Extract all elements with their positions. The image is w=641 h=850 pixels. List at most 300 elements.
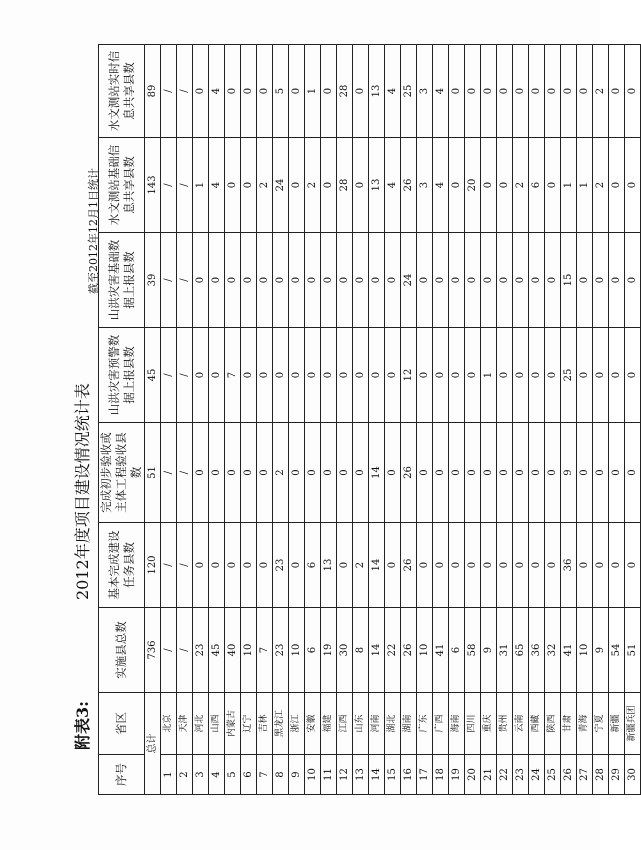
table-header-row: [99, 45, 145, 795]
table-cell: 0: [305, 423, 321, 523]
table-cell: 0: [241, 45, 257, 138]
document-title: 2012年度项目建设情况统计表: [73, 383, 92, 600]
row-number: 23: [513, 755, 529, 795]
table-cell: 0: [273, 233, 289, 328]
table-cell: 0: [529, 233, 545, 328]
province-name: 重庆: [481, 693, 497, 755]
row-number: 25: [545, 755, 561, 795]
table-row: [289, 45, 305, 795]
row-number: 16: [401, 755, 417, 795]
table-cell: 0: [225, 138, 241, 233]
table-cell: /: [177, 523, 193, 608]
province-name: 陕西: [545, 693, 561, 755]
row-number: 1: [161, 755, 177, 795]
table-cell: 0: [209, 328, 225, 423]
table-cell: 10: [241, 608, 257, 693]
table-row: [385, 45, 401, 795]
table-cell: 0: [593, 328, 609, 423]
table-row: [529, 45, 545, 795]
column-header: 基本完成建设任务县数: [99, 523, 145, 608]
table-cell: 6: [305, 523, 321, 608]
table-cell: 0: [353, 233, 369, 328]
table-cell: 0: [513, 45, 529, 138]
table-cell: 0: [209, 523, 225, 608]
table-cell: 0: [609, 423, 625, 523]
table-cell: 28: [337, 45, 353, 138]
table-cell: 0: [465, 523, 481, 608]
table-cell: 0: [209, 233, 225, 328]
province-name: 内蒙古: [225, 693, 241, 755]
table-row: [497, 45, 513, 795]
table-cell: 0: [465, 423, 481, 523]
table-cell: /: [177, 45, 193, 138]
province-name: 西藏: [529, 693, 545, 755]
row-number: 14: [369, 755, 385, 795]
table-cell: 4: [385, 45, 401, 138]
table-cell: 0: [577, 523, 593, 608]
table-row: [321, 45, 337, 795]
table-row: [241, 45, 257, 795]
table-cell: 0: [225, 45, 241, 138]
table-cell: 25: [401, 45, 417, 138]
table-cell: 0: [497, 328, 513, 423]
table-cell: /: [161, 608, 177, 693]
table-cell: 36: [529, 608, 545, 693]
table-cell: 4: [433, 45, 449, 138]
row-number: 30: [625, 755, 641, 795]
table-cell: 0: [257, 423, 273, 523]
table-cell: 0: [385, 328, 401, 423]
table-cell: 0: [289, 233, 305, 328]
table-cell: 4: [209, 138, 225, 233]
table-row: [481, 45, 497, 795]
column-header: 实施县总数: [99, 608, 145, 693]
table-cell: 0: [433, 423, 449, 523]
table-cell: 0: [465, 45, 481, 138]
table-cell: 0: [545, 45, 561, 138]
table-row: [337, 45, 353, 795]
table-cell: 0: [385, 233, 401, 328]
table-cell: 0: [257, 523, 273, 608]
column-header: 水文测站基础信息共享县数: [99, 138, 145, 233]
table-cell: 0: [353, 328, 369, 423]
table-cell: 4: [385, 138, 401, 233]
table-cell: 1: [577, 138, 593, 233]
column-header: 山洪灾害预警数据上报县数: [99, 328, 145, 423]
total-cell: 39: [145, 233, 161, 328]
table-cell: 0: [289, 45, 305, 138]
row-number: 7: [257, 755, 273, 795]
table-cell: 26: [401, 138, 417, 233]
table-cell: 0: [321, 328, 337, 423]
table-cell: 0: [225, 423, 241, 523]
table-cell: 0: [337, 523, 353, 608]
row-number: 12: [337, 755, 353, 795]
table-cell: 0: [625, 523, 641, 608]
table-cell: 7: [225, 328, 241, 423]
table-cell: 1: [193, 138, 209, 233]
table-cell: 12: [401, 328, 417, 423]
table-cell: /: [161, 423, 177, 523]
table-cell: 0: [257, 233, 273, 328]
province-name: 黑龙江: [273, 693, 289, 755]
table-cell: 0: [305, 233, 321, 328]
table-cell: 0: [497, 45, 513, 138]
table-cell: 0: [193, 523, 209, 608]
total-cell: 120: [145, 523, 161, 608]
table-cell: 0: [385, 523, 401, 608]
table-cell: 58: [465, 608, 481, 693]
statistics-table: [98, 44, 641, 795]
table-cell: 0: [257, 45, 273, 138]
table-cell: 0: [305, 328, 321, 423]
table-row: [161, 45, 177, 795]
table-cell: 23: [273, 608, 289, 693]
total-cell: 89: [145, 45, 161, 138]
table-cell: 0: [577, 328, 593, 423]
table-cell: 9: [561, 423, 577, 523]
province-name: 福建: [321, 693, 337, 755]
table-cell: 0: [481, 423, 497, 523]
table-cell: 0: [625, 138, 641, 233]
province-name: 安徽: [305, 693, 321, 755]
table-cell: 0: [449, 138, 465, 233]
table-cell: 65: [513, 608, 529, 693]
table-cell: 26: [401, 423, 417, 523]
row-number: 9: [289, 755, 305, 795]
table-cell: 9: [481, 608, 497, 693]
table-cell: 0: [481, 45, 497, 138]
table-row: [417, 45, 433, 795]
row-number: 17: [417, 755, 433, 795]
table-cell: 23: [273, 523, 289, 608]
row-number: 28: [593, 755, 609, 795]
table-cell: 0: [417, 523, 433, 608]
table-cell: 41: [561, 608, 577, 693]
row-number: 15: [385, 755, 401, 795]
table-cell: 10: [417, 608, 433, 693]
row-number: 22: [497, 755, 513, 795]
table-cell: 0: [545, 423, 561, 523]
table-cell: 0: [449, 523, 465, 608]
table-row: [305, 45, 321, 795]
table-cell: 0: [561, 45, 577, 138]
table-cell: 0: [241, 523, 257, 608]
row-number: 19: [449, 755, 465, 795]
table-cell: /: [161, 45, 177, 138]
table-cell: 45: [209, 608, 225, 693]
table-cell: 4: [433, 138, 449, 233]
table-cell: 0: [417, 233, 433, 328]
row-number: 5: [225, 755, 241, 795]
province-name: 贵州: [497, 693, 513, 755]
table-cell: 0: [273, 328, 289, 423]
table-cell: 0: [193, 423, 209, 523]
province-name: 广东: [417, 693, 433, 755]
table-cell: 0: [513, 423, 529, 523]
row-number: 18: [433, 755, 449, 795]
table-cell: 0: [321, 45, 337, 138]
table-cell: /: [161, 233, 177, 328]
total-cell: 45: [145, 328, 161, 423]
row-number: 13: [353, 755, 369, 795]
attachment-label: 附表3:: [73, 700, 92, 750]
table-cell: 26: [401, 608, 417, 693]
table-cell: 0: [625, 328, 641, 423]
table-cell: 0: [609, 328, 625, 423]
table-cell: 0: [577, 45, 593, 138]
table-cell: 0: [433, 523, 449, 608]
table-row: [545, 45, 561, 795]
table-cell: 13: [321, 523, 337, 608]
table-cell: 1: [481, 328, 497, 423]
table-cell: 0: [545, 523, 561, 608]
table-cell: 3: [417, 45, 433, 138]
table-cell: 0: [497, 523, 513, 608]
column-header: 完成初步验收或主体工程验收县数: [99, 423, 145, 523]
table-cell: 0: [625, 233, 641, 328]
table-cell: 0: [353, 423, 369, 523]
table-cell: 0: [497, 423, 513, 523]
table-cell: 3: [417, 138, 433, 233]
table-cell: 0: [433, 233, 449, 328]
column-header: 山洪灾害基础数据上报县数: [99, 233, 145, 328]
total-cell: 736: [145, 608, 161, 693]
table-cell: /: [161, 523, 177, 608]
table-row: [273, 45, 289, 795]
table-cell: 0: [225, 523, 241, 608]
table-cell: 2: [513, 138, 529, 233]
table-cell: 0: [449, 233, 465, 328]
province-name: 吉林: [257, 693, 273, 755]
table-cell: 0: [625, 423, 641, 523]
row-number: 8: [273, 755, 289, 795]
table-cell: 6: [529, 138, 545, 233]
table-cell: 0: [369, 233, 385, 328]
table-cell: 0: [289, 423, 305, 523]
table-cell: 5: [273, 45, 289, 138]
province-name: 天津: [177, 693, 193, 755]
table-cell: 0: [609, 45, 625, 138]
table-cell: 0: [513, 328, 529, 423]
table-cell: 0: [193, 328, 209, 423]
table-cell: 2: [593, 138, 609, 233]
table-cell: 24: [401, 233, 417, 328]
table-cell: 0: [289, 523, 305, 608]
table-cell: 2: [593, 45, 609, 138]
table-cell: 0: [241, 423, 257, 523]
table-cell: 0: [289, 328, 305, 423]
table-cell: 0: [369, 328, 385, 423]
table-cell: 0: [577, 233, 593, 328]
table-cell: 54: [609, 608, 625, 693]
table-cell: 2: [273, 423, 289, 523]
table-cell: 0: [545, 233, 561, 328]
table-cell: 10: [289, 608, 305, 693]
table-cell: 10: [577, 608, 593, 693]
row-number: 3: [193, 755, 209, 795]
table-cell: 0: [449, 45, 465, 138]
total-label: 总计: [145, 693, 161, 795]
table-row: [465, 45, 481, 795]
table-cell: /: [161, 328, 177, 423]
province-name: 青海: [577, 693, 593, 755]
table-row: [433, 45, 449, 795]
table-cell: 26: [401, 523, 417, 608]
table-cell: 2: [257, 138, 273, 233]
table-row: [225, 45, 241, 795]
table-cell: 0: [193, 45, 209, 138]
table-cell: 25: [561, 328, 577, 423]
row-number: 26: [561, 755, 577, 795]
table-cell: 0: [625, 45, 641, 138]
table-cell: 13: [369, 45, 385, 138]
row-number: 24: [529, 755, 545, 795]
total-cell: 143: [145, 138, 161, 233]
table-row: [209, 45, 225, 795]
table-cell: 9: [593, 608, 609, 693]
row-number: 10: [305, 755, 321, 795]
table-cell: /: [177, 608, 193, 693]
table-body: [145, 45, 641, 795]
table-cell: 0: [417, 423, 433, 523]
table-row: [513, 45, 529, 795]
table-row: [625, 45, 641, 795]
province-name: 浙江: [289, 693, 305, 755]
table-cell: /: [161, 138, 177, 233]
table-cell: 36: [561, 523, 577, 608]
table-cell: 0: [241, 328, 257, 423]
table-cell: 0: [225, 233, 241, 328]
row-number: 4: [209, 755, 225, 795]
table-cell: 0: [321, 423, 337, 523]
table-cell: 0: [481, 523, 497, 608]
table-cell: 1: [561, 138, 577, 233]
table-cell: 20: [465, 138, 481, 233]
table-row: [593, 45, 609, 795]
table-cell: 0: [449, 328, 465, 423]
table-cell: 7: [257, 608, 273, 693]
table-cell: 8: [353, 608, 369, 693]
table-cell: 0: [609, 138, 625, 233]
province-name: 湖北: [385, 693, 401, 755]
province-name: 宁夏: [593, 693, 609, 755]
total-row: [145, 45, 161, 795]
cutoff-date-note: 截至2012年12月1日统计: [87, 168, 100, 294]
table-cell: 0: [209, 423, 225, 523]
table-cell: 41: [433, 608, 449, 693]
table-cell: 0: [529, 45, 545, 138]
table-cell: 0: [353, 45, 369, 138]
province-name: 广西: [433, 693, 449, 755]
table-cell: 0: [257, 328, 273, 423]
table-cell: 0: [193, 233, 209, 328]
table-cell: 32: [545, 608, 561, 693]
table-cell: 2: [305, 138, 321, 233]
column-header: 序号: [99, 755, 145, 795]
table-cell: 0: [545, 328, 561, 423]
table-cell: 30: [337, 608, 353, 693]
province-name: 四川: [465, 693, 481, 755]
table-cell: 0: [353, 138, 369, 233]
table-cell: 0: [497, 138, 513, 233]
column-header: 省区: [99, 693, 145, 755]
table-cell: 0: [593, 233, 609, 328]
row-number: 29: [609, 755, 625, 795]
table-cell: 0: [321, 233, 337, 328]
table-row: [257, 45, 273, 795]
table-cell: 0: [513, 523, 529, 608]
table-cell: 13: [369, 138, 385, 233]
table-cell: 14: [369, 423, 385, 523]
row-number: 27: [577, 755, 593, 795]
table-cell: 0: [321, 138, 337, 233]
row-number: 21: [481, 755, 497, 795]
table-row: [177, 45, 193, 795]
province-name: 甘肃: [561, 693, 577, 755]
table-cell: 2: [353, 523, 369, 608]
table-cell: 0: [289, 138, 305, 233]
table-cell: 0: [465, 233, 481, 328]
table-row: [561, 45, 577, 795]
row-number: 11: [321, 755, 337, 795]
table-cell: 0: [449, 423, 465, 523]
table-row: [401, 45, 417, 795]
table-cell: 0: [241, 233, 257, 328]
province-name: 山西: [209, 693, 225, 755]
province-name: 新疆: [609, 693, 625, 755]
table-cell: 0: [497, 233, 513, 328]
province-name: 海南: [449, 693, 465, 755]
table-cell: 24: [273, 138, 289, 233]
table-cell: 0: [529, 328, 545, 423]
table-cell: 0: [433, 328, 449, 423]
province-name: 河北: [193, 693, 209, 755]
table-cell: 28: [337, 138, 353, 233]
table-row: [577, 45, 593, 795]
table-cell: 0: [609, 523, 625, 608]
table-cell: 23: [193, 608, 209, 693]
column-header: 水文测站实时信息共享县数: [99, 45, 145, 138]
table-row: [193, 45, 209, 795]
table-cell: 0: [529, 523, 545, 608]
table-row: [369, 45, 385, 795]
table-cell: /: [177, 423, 193, 523]
table-cell: 19: [321, 608, 337, 693]
table-cell: 0: [465, 328, 481, 423]
table-cell: 0: [417, 328, 433, 423]
total-cell: 51: [145, 423, 161, 523]
table-cell: /: [177, 328, 193, 423]
table-cell: 0: [593, 423, 609, 523]
province-name: 新疆兵团: [625, 693, 641, 755]
table-cell: 0: [545, 138, 561, 233]
table-cell: 40: [225, 608, 241, 693]
table-cell: 1: [305, 45, 321, 138]
province-name: 山东: [353, 693, 369, 755]
table-cell: 0: [481, 233, 497, 328]
table-cell: 0: [609, 233, 625, 328]
table-row: [449, 45, 465, 795]
province-name: 江西: [337, 693, 353, 755]
table-cell: 14: [369, 608, 385, 693]
table-cell: 0: [337, 423, 353, 523]
table-cell: 6: [305, 608, 321, 693]
table-cell: 14: [369, 523, 385, 608]
row-number: 20: [465, 755, 481, 795]
table-cell: 0: [513, 233, 529, 328]
table-cell: 22: [385, 608, 401, 693]
